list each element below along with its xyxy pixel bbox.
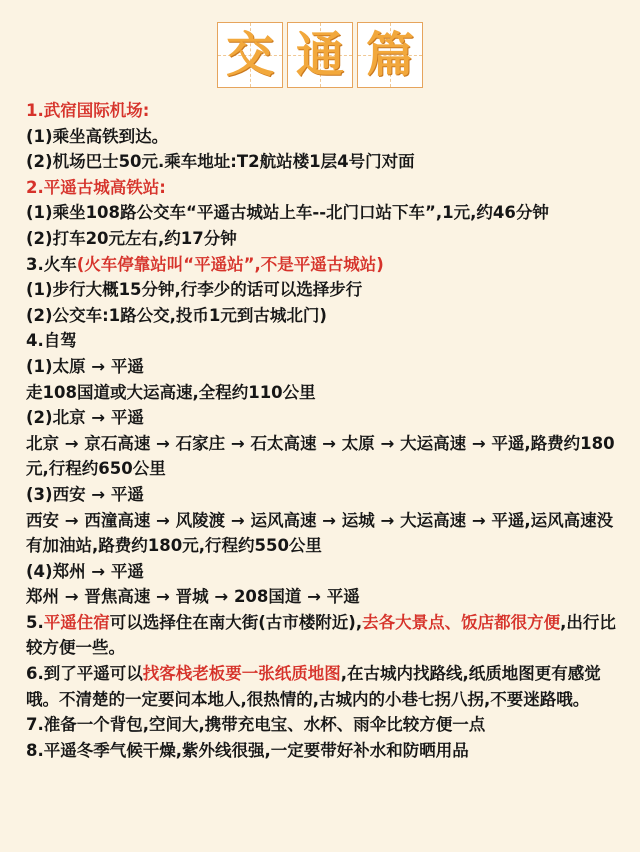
section-5-mid: 可以选择住在南大街(古市楼附近), (109, 612, 363, 632)
section-5-num: 5. (26, 612, 44, 632)
title-tile-3 (357, 22, 423, 88)
section-6 (26, 661, 626, 712)
section-5-highlight-2: 去各大景点、饭店都很方便 (362, 612, 561, 632)
section-2-heading: 2.平遥古城高铁站: (26, 177, 166, 197)
section-3-heading (26, 252, 626, 278)
title-char-2: 通 (295, 27, 344, 83)
section-5 (26, 610, 626, 661)
section-3-prefix: 3.火车 (26, 254, 77, 274)
section-6-rest: ,在古城内找路线,纸质地图更有感觉哦。不清楚的一定要问本地人,很热情的,古城内的小巷七拐八拐,不要迷路哦。 (26, 664, 601, 709)
section-1-heading: 1.武宿国际机场: (26, 101, 150, 120)
section-4-heading: 4.自驾 (26, 331, 77, 351)
section-3-note: (火车停靠站叫“平遥站”,不是平遥古城站) (76, 254, 384, 274)
route-2-desc: 北京 → 京石高速 → 石家庄 → 石太高速 → 太原 → 大运高速 → 平遥,路费约180元,行程约650公里 (26, 433, 615, 479)
title-char-1: 交 (225, 27, 274, 83)
section-6-prefix: 6.到了平遥可以 (26, 664, 143, 684)
route-4-title: (4)郑州 → 平遥 (26, 561, 144, 581)
route-4-desc: 郑州 → 晋焦高速 → 晋城 → 208国道 → 平遥 (26, 587, 360, 607)
section-2-item-2: (2)打车20元左右,约17分钟 (26, 228, 237, 248)
route-2-title: (2)北京 → 平遥 (26, 408, 144, 428)
transport-guide (26, 98, 626, 763)
route-3-desc: 西安 → 西潼高速 → 风陵渡 → 运风高速 → 运城 → 大运高速 → 平遥,运风高速没有加油站,路费约180元,行程约550公里 (26, 510, 614, 556)
route-3-title: (3)西安 → 平遥 (26, 484, 144, 504)
title-tile-2 (287, 22, 353, 88)
section-2-item-1: (1)乘坐108路公交车“平遥古城站上车--北门口站下车”,1元,约46分钟 (26, 203, 549, 223)
section-7: 7.准备一个背包,空间大,携带充电宝、水杯、雨伞比较方便一点 (26, 715, 486, 735)
section-3-item-2: (2)公交车:1路公交,投币1元到古城北门) (26, 305, 327, 325)
section-1-item-2: (2)机场巴士50元.乘车地址:T2航站楼1层4号门对面 (26, 152, 415, 172)
section-1-item-1: (1)乘坐高铁到达。 (26, 126, 169, 146)
title-char-3: 篇 (365, 27, 414, 83)
route-1-desc: 走108国道或大运高速,全程约110公里 (26, 382, 316, 402)
section-5-end: ,出行比较方便一些。 (26, 612, 616, 658)
section-6-highlight: 找客栈老板要一张纸质地图 (142, 664, 341, 684)
section-8: 8.平遥冬季气候干燥,紫外线很强,一定要带好补水和防晒用品 (26, 740, 469, 760)
section-5-highlight-1: 平遥住宿 (43, 612, 110, 632)
section-3-item-1: (1)步行大概15分钟,行李少的话可以选择步行 (26, 280, 363, 300)
title-banner (0, 22, 640, 88)
title-tile-1 (217, 22, 283, 88)
route-1-title: (1)太原 → 平遥 (26, 356, 144, 376)
